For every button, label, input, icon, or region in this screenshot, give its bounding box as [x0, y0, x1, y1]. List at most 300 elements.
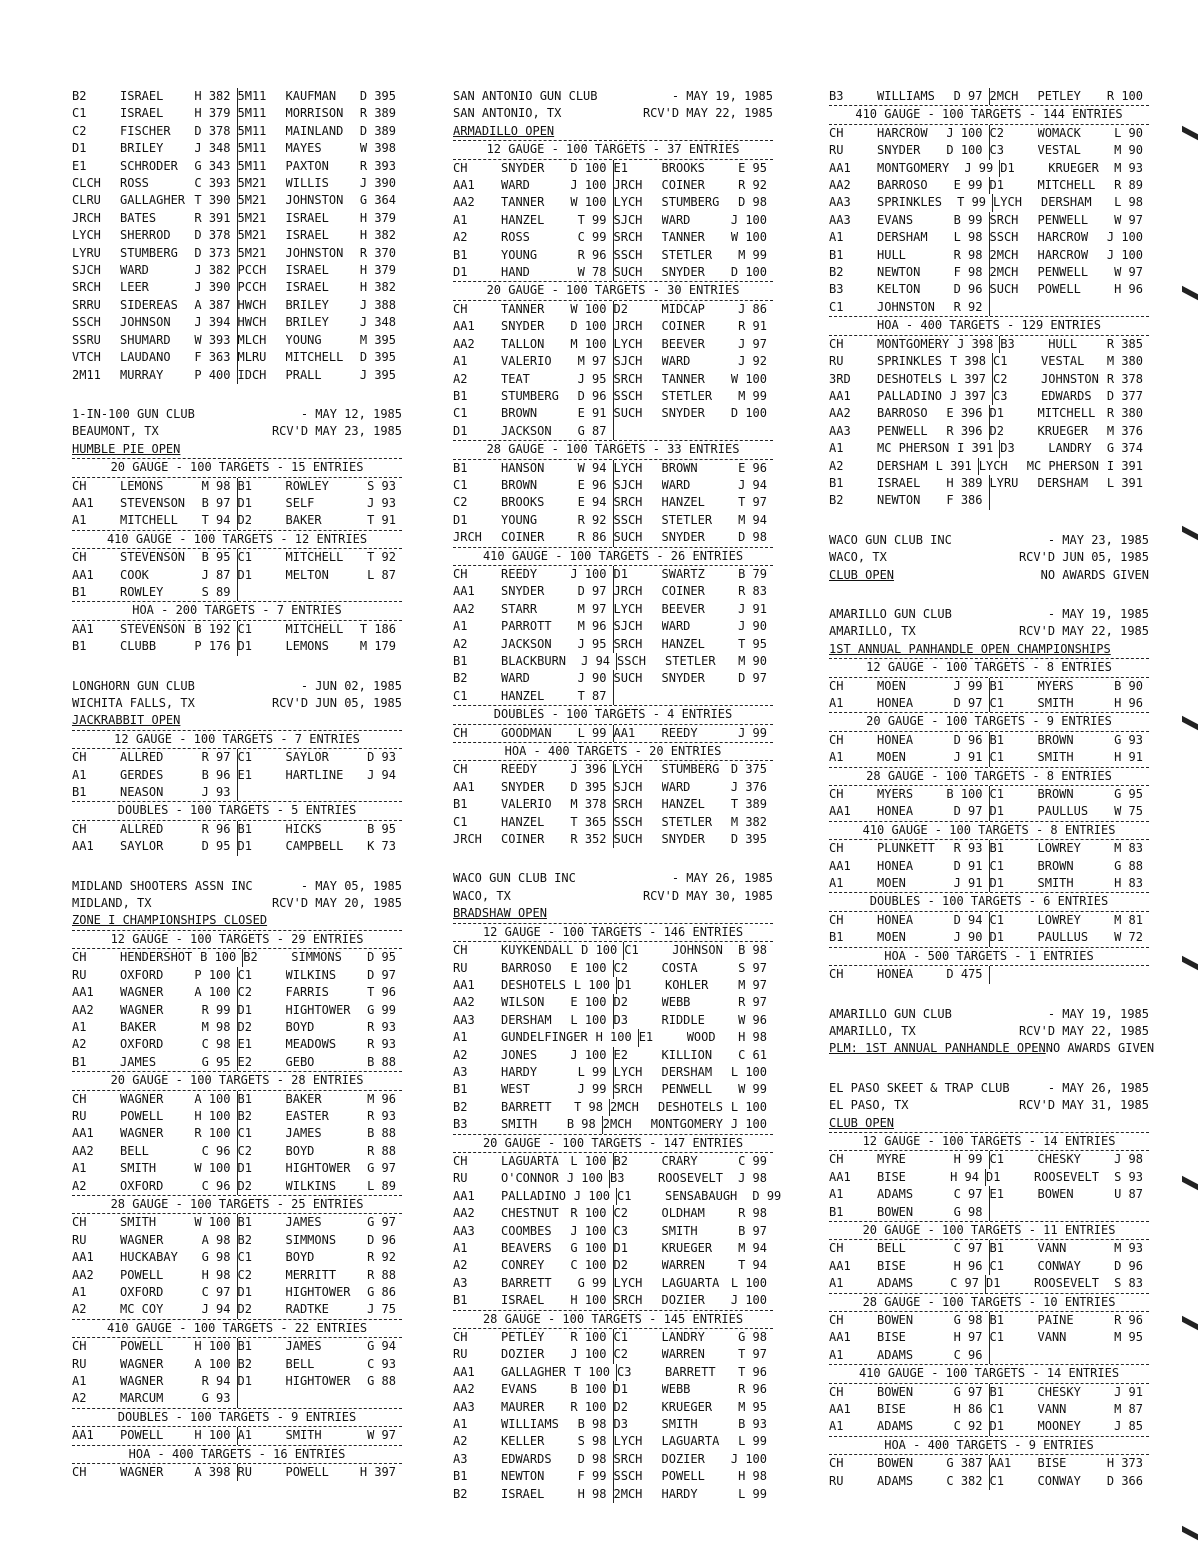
result-right [238, 349, 403, 366]
event-header: 410 GAUGE - 100 TARGETS - 26 ENTRIES [453, 547, 773, 566]
result-left [72, 984, 238, 1001]
score [1099, 966, 1149, 983]
result-left [453, 653, 617, 670]
score: W 100 [570, 195, 607, 210]
score: J 90 [577, 671, 607, 686]
class-code: B1 [453, 1293, 468, 1308]
score [352, 784, 402, 801]
class-code: B2 [243, 950, 258, 965]
result-right [238, 1267, 403, 1284]
result-right [614, 318, 774, 335]
class-code [990, 1347, 1038, 1364]
class-code: D1 [617, 977, 632, 992]
result-left [72, 838, 238, 855]
result-row [72, 105, 402, 122]
class-code: HWCH [237, 315, 267, 330]
shooter-name: BELL [285, 1356, 315, 1371]
result-left [829, 1401, 990, 1418]
shooter-name: HONEA [877, 732, 914, 747]
score [352, 1390, 402, 1407]
shooter-name: VESTAL [1041, 354, 1085, 369]
score: K 73 [367, 839, 396, 854]
class-code: 2M11 [72, 367, 101, 382]
result-left [829, 492, 990, 509]
shooter-name: KELLER [501, 1434, 545, 1449]
shooter-name: CHESKY [1037, 1384, 1081, 1399]
shooter-name: PENWELL [661, 1082, 713, 1097]
result-right [986, 1275, 1149, 1292]
shooter-name: SMITH [661, 1417, 698, 1432]
club-city: WICHITA FALLS, TX [72, 696, 195, 710]
score: G 99 [367, 1002, 396, 1017]
class-code: D2 [613, 301, 628, 316]
result-right [238, 549, 403, 566]
shooter-name: PENWELL [1037, 212, 1089, 227]
shooter-name: HONEA [877, 967, 914, 982]
shooter-name: VANN [1037, 1402, 1067, 1417]
score [1099, 299, 1149, 316]
result-right [614, 229, 774, 246]
shooter-name: SNYDER [661, 671, 705, 686]
shooter-name: MITCHELL [1037, 178, 1096, 193]
shooter-name: PENWELL [877, 423, 928, 438]
result-left [72, 749, 238, 766]
class-code: SRRU [72, 297, 101, 312]
score: R 370 [359, 245, 396, 260]
shooter-name: MOEN [877, 678, 906, 693]
result-right [990, 966, 1150, 983]
shooter-name: EDWARDS [1041, 388, 1092, 403]
shooter-name: BEEVER [661, 601, 705, 616]
result-right [238, 88, 403, 105]
score: W 97 [1114, 265, 1143, 280]
score: A 387 [194, 297, 231, 312]
result-row [453, 725, 773, 742]
class-code: SSCH [613, 814, 643, 829]
class-code: CH [453, 1330, 468, 1345]
score: C 93 [367, 1356, 396, 1371]
shooter-name: WEST [501, 1082, 530, 1097]
shooter-name: ISRAEL [285, 210, 329, 225]
result-right [238, 784, 403, 801]
class-code: CH [72, 1215, 87, 1230]
class-code: B1 [72, 785, 87, 800]
score: H 98 [201, 1267, 231, 1282]
result-row [829, 125, 1149, 142]
result-row [829, 177, 1149, 194]
score: G 364 [359, 193, 396, 208]
class-code: B1 [72, 1054, 87, 1069]
class-code: E1 [237, 767, 252, 782]
shooter-name: BEEVER [661, 336, 705, 351]
result-left [453, 942, 624, 959]
result-right [990, 492, 1150, 509]
result-row [453, 583, 773, 600]
class-code: IDCH [237, 367, 267, 382]
result-left [829, 695, 990, 712]
class-code: AA2 [829, 406, 851, 421]
shooter-name: MOONEY [1037, 1419, 1081, 1434]
score: M 87 [1114, 1402, 1143, 1417]
class-code [990, 492, 1038, 509]
score: R 88 [367, 1267, 396, 1282]
shooter-name: HICKS [285, 821, 322, 836]
result-left [453, 194, 614, 211]
result-row [72, 1232, 402, 1249]
shooter-name: SMITH [120, 1161, 157, 1176]
class-code: RU [453, 960, 468, 975]
score: R 396 [946, 423, 983, 438]
shooter-name [1038, 966, 1100, 983]
score: E 99 [953, 178, 983, 193]
class-code: D2 [613, 1258, 628, 1273]
result-row [829, 929, 1149, 946]
class-code: B2 [613, 1153, 628, 1168]
result-row [72, 227, 402, 244]
shooter-name: SMITH [501, 1117, 538, 1132]
result-row [453, 460, 773, 477]
shooter-name: BARRETT [501, 1275, 552, 1290]
event-header: HOA - 400 TARGETS - 9 ENTRIES [829, 1436, 1149, 1455]
result-right [614, 177, 774, 194]
result-row [72, 367, 402, 384]
result-row [453, 796, 773, 813]
shooter-name: HIGHTOWER [285, 1285, 351, 1299]
club-name: EL PASO SKEET & TRAP CLUB [829, 1080, 1010, 1095]
shooter-name: TALLON [501, 336, 545, 351]
result-right [238, 1143, 403, 1160]
result-right [238, 192, 403, 209]
club-block [72, 878, 402, 1482]
result-row [453, 1381, 773, 1398]
class-code: A1 [829, 1276, 844, 1291]
shooter-name: LANDRY [661, 1330, 705, 1345]
result-row [453, 1116, 773, 1133]
result-left [829, 194, 993, 211]
score: J 93 [367, 495, 396, 510]
shooter-name: DOZIER [501, 1347, 545, 1362]
result-right [990, 405, 1150, 422]
score: M 93 [1114, 160, 1143, 175]
result-left [453, 994, 614, 1011]
class-code: AA1 [72, 985, 94, 1000]
score: D 395 [359, 89, 396, 103]
class-code: RU [829, 1473, 844, 1488]
score: J 99 [738, 725, 767, 740]
shooter-name: HANZEL [501, 814, 545, 829]
score: L 100 [570, 1012, 607, 1027]
score [723, 688, 773, 705]
shooter-name [662, 423, 724, 440]
event-header: 28 GAUGE - 100 TARGETS - 10 ENTRIES [829, 1293, 1149, 1312]
event-header: 410 GAUGE - 100 TARGETS - 144 ENTRIES [829, 105, 1149, 124]
class-code: LYCH [613, 1434, 643, 1449]
result-left [453, 1223, 614, 1240]
class-code [990, 299, 1038, 316]
result-row [453, 1329, 773, 1346]
event-header: 28 GAUGE - 100 TARGETS - 8 ENTRIES [829, 767, 1149, 786]
score: B 98 [566, 1117, 596, 1132]
class-code: D1 [237, 567, 252, 582]
class-code: B1 [453, 247, 468, 262]
result-row [72, 158, 402, 175]
result-row [72, 279, 402, 296]
result-row [453, 942, 773, 959]
score: W 100 [730, 230, 767, 245]
score: J 98 [738, 1171, 767, 1186]
result-row [72, 332, 402, 349]
shooter-name: HARDY [501, 1064, 538, 1079]
score: R 92 [953, 299, 983, 314]
score: D 97 [953, 696, 983, 710]
result-right [990, 299, 1150, 316]
result-row [453, 1081, 773, 1098]
score: C 97 [953, 1187, 983, 1202]
score: M 100 [570, 336, 607, 351]
class-code: D2 [237, 513, 252, 528]
club-city: BEAUMONT, TX [72, 424, 159, 439]
result-left [453, 1116, 603, 1133]
class-code: C2 [453, 495, 468, 510]
shooter-name: HIGHTOWER [285, 1374, 351, 1389]
result-right [238, 1301, 403, 1318]
result-left [453, 1029, 639, 1046]
score: J 100 [730, 212, 767, 227]
score: W 78 [577, 265, 607, 280]
result-row [453, 1292, 773, 1309]
class-code: CH [829, 732, 844, 747]
result-right [614, 670, 774, 687]
shooter-name: SNYDER [661, 406, 705, 421]
shooter-name: ISRAEL [285, 280, 329, 295]
result-row [72, 297, 402, 314]
shooter-name: NEWTON [501, 1469, 545, 1484]
class-code: LYCH [613, 762, 643, 777]
result-row [72, 1338, 402, 1355]
score: R 100 [570, 1399, 607, 1414]
class-code: E1 [613, 160, 628, 175]
result-left [453, 494, 614, 511]
class-code: B1 [453, 460, 468, 475]
shooter-name: WILSON [501, 995, 545, 1010]
class-code: E1 [72, 158, 87, 173]
shooter-name: LEMONS [120, 478, 164, 493]
result-left [72, 88, 238, 105]
shooter-name: LOWREY [1037, 912, 1081, 927]
event-header: DOUBLES - 100 TARGETS - 6 ENTRIES [829, 892, 1149, 911]
class-code: SUCH [613, 530, 643, 545]
class-code: 5M11 [237, 158, 267, 173]
class-code: A2 [453, 371, 468, 386]
shooter-name: YOUNG [285, 332, 322, 347]
class-code: D3 [1000, 441, 1015, 456]
class-code: AA1 [72, 1126, 94, 1141]
score: G 97 [367, 1215, 396, 1230]
event-header: HOA - 400 TARGETS - 16 ENTRIES [72, 1445, 402, 1464]
result-left [829, 1455, 990, 1472]
score: M 378 [570, 797, 607, 812]
result-right [238, 1036, 403, 1053]
result-left [453, 477, 614, 494]
score: P 100 [194, 967, 231, 982]
class-code: A2 [72, 1391, 87, 1406]
result-left [72, 314, 238, 331]
score: J 100 [570, 1047, 607, 1062]
score: R 389 [359, 106, 396, 121]
shooter-name: GOODMAN [501, 725, 552, 740]
result-row [829, 299, 1149, 316]
score: C 99 [577, 230, 607, 245]
result-right [614, 1346, 774, 1363]
shooter-name [1038, 299, 1100, 316]
result-row [72, 838, 402, 855]
score: C 92 [953, 1419, 983, 1434]
score: T 92 [367, 550, 396, 565]
score: H 100 [194, 1108, 231, 1123]
shooter-name: WOOD [686, 1030, 716, 1045]
result-row [829, 247, 1149, 264]
result-right [614, 960, 774, 977]
result-row [829, 1151, 1149, 1168]
result-row [453, 229, 773, 246]
class-code: D1 [989, 876, 1004, 891]
result-right [624, 942, 773, 959]
class-code: D2 [237, 1019, 252, 1034]
result-right [990, 786, 1150, 803]
score [1099, 492, 1149, 509]
result-left [453, 814, 614, 831]
shooter-name: BOWEN [877, 1204, 914, 1219]
result-right [990, 1186, 1150, 1203]
score: D 373 [194, 245, 231, 260]
result-row [72, 140, 402, 157]
shooter-name: PAXTON [285, 158, 329, 173]
shooter-name: GALLAGHER [501, 1364, 567, 1379]
result-right [1000, 160, 1149, 177]
class-code: LYRU [72, 245, 101, 260]
score: T 98 [574, 1099, 603, 1114]
shooter-name: DESHOTELS [501, 977, 567, 992]
result-row [453, 336, 773, 353]
shooter-name: WAGNER [120, 1091, 164, 1106]
class-code: B1 [453, 654, 468, 668]
result-left [453, 960, 614, 977]
class-code: A1 [72, 1019, 87, 1034]
shooter-name: SMITH [1037, 750, 1074, 765]
event-header: 12 GAUGE - 100 TARGETS - 146 ENTRIES [453, 923, 773, 942]
class-code: AA3 [453, 1012, 475, 1027]
result-row [829, 1384, 1149, 1401]
shoot-date: - MAY 26, 1985 [671, 871, 773, 886]
score: J 100 [570, 566, 607, 581]
score: J 85 [1114, 1419, 1143, 1434]
result-left [829, 1384, 990, 1401]
score: H 98 [738, 1030, 767, 1045]
result-left [453, 688, 614, 705]
shooter-name: SNYDER [661, 265, 705, 280]
result-left [829, 212, 990, 229]
result-right [238, 314, 403, 331]
result-row [829, 336, 1149, 353]
score: B 100 [946, 787, 983, 802]
score: B 98 [738, 943, 767, 958]
score: D 96 [1114, 1258, 1143, 1273]
class-code: SRCH [613, 1082, 643, 1097]
result-left [829, 142, 990, 159]
result-right [238, 749, 403, 766]
shooter-name: KELTON [877, 282, 921, 297]
class-code: 5M21 [237, 210, 267, 225]
edge-mark [1182, 1316, 1198, 1331]
result-row [453, 160, 773, 177]
shooter-name: BROWN [1037, 858, 1074, 873]
result-row [829, 678, 1149, 695]
class-code: 5M21 [237, 193, 267, 208]
score: H 373 [1106, 1456, 1143, 1471]
score: L 100 [570, 1153, 607, 1168]
shooter-name: SNYDER [501, 160, 545, 175]
score: J 90 [738, 619, 767, 634]
score: W 94 [577, 460, 607, 475]
shooter-name: BARRETT [665, 1364, 716, 1379]
score: D 100 [570, 160, 607, 175]
result-row [829, 840, 1149, 857]
shooter-name: LAUDANO [120, 350, 171, 365]
result-right [238, 210, 403, 227]
shooter-name: STUMBERG [661, 195, 720, 210]
result-right [238, 1284, 403, 1301]
shooter-name: VALERIO [501, 797, 552, 812]
shooter-name: WEBB [661, 1382, 691, 1397]
shooter-name: MONTGOMERY [877, 336, 950, 351]
shooter-name: POWELL [120, 1267, 164, 1282]
shoot-name: HUMBLE PIE OPEN [72, 441, 181, 456]
class-code: B1 [237, 1091, 252, 1106]
score: J 91 [738, 601, 767, 616]
shooter-name: WARREN [661, 1258, 705, 1273]
result-row [829, 229, 1149, 246]
received-date: RCV'D MAY 20, 1985 [271, 896, 402, 911]
class-code: AA2 [453, 1382, 475, 1397]
class-code: SUCH [613, 832, 643, 847]
score: H 96 [1114, 696, 1143, 710]
result-left [829, 929, 990, 946]
shooter-name: WOMACK [1037, 125, 1081, 140]
result-left [829, 1275, 986, 1292]
score: S 97 [738, 960, 767, 975]
class-code: B2 [453, 671, 468, 686]
result-right [614, 1081, 774, 1098]
class-code: C1 [989, 912, 1004, 927]
score: D 100 [730, 265, 767, 280]
result-right [614, 494, 774, 511]
score: H 96 [953, 1258, 983, 1273]
shooter-name: SCHRODER [120, 158, 178, 173]
result-right [990, 1151, 1150, 1168]
shooter-name: MYERS [1037, 678, 1074, 693]
shooter-name: HUCKABAY [120, 1250, 178, 1265]
class-code: C1 [237, 550, 252, 565]
result-left [829, 353, 993, 370]
result-left [453, 761, 614, 778]
class-code: AA2 [453, 1206, 475, 1221]
shooter-name: GEBO [285, 1054, 315, 1069]
shooter-name: BROWN [501, 406, 538, 421]
result-row [453, 177, 773, 194]
result-left [72, 549, 238, 566]
shooter-name: SNYDER [501, 319, 545, 334]
score: J 100 [730, 1451, 767, 1466]
